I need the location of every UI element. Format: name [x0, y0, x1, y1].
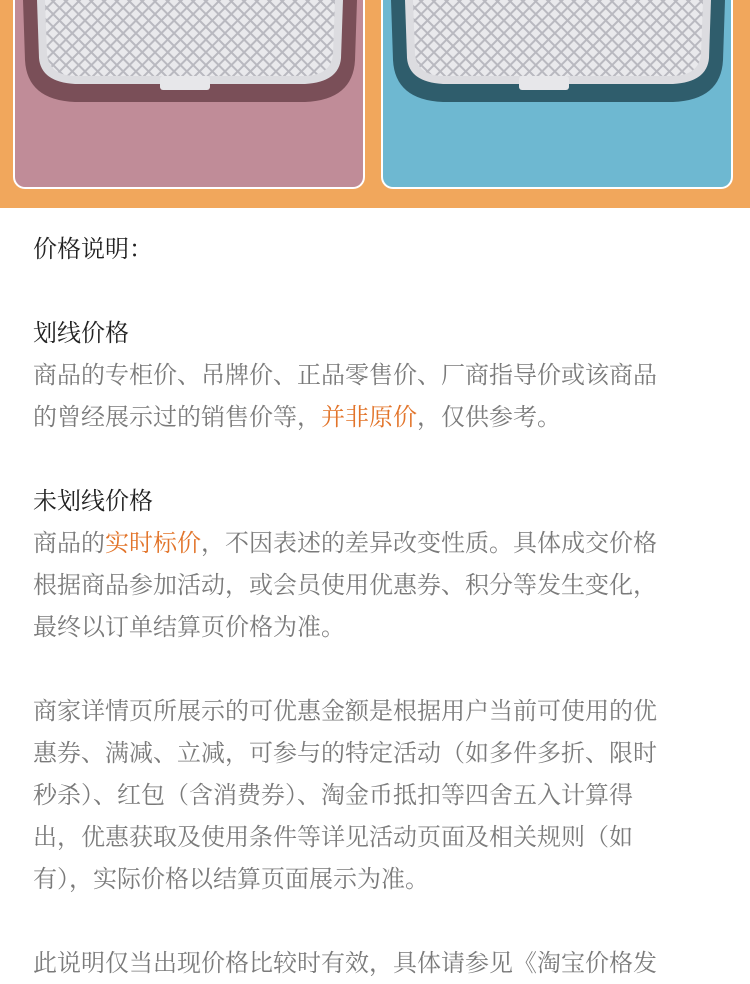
crossed-price-heading: 划线价格: [33, 319, 129, 347]
footer-note-partial: 此说明仅当出现价格比较时有效，具体请参见《淘宝价格发: [33, 949, 657, 977]
not-original-price-highlight: 并非原价: [321, 403, 417, 431]
price-info-title: 价格说明：: [33, 235, 153, 263]
uncrossed-price-text-line: 最终以订单结算页价格为准。: [33, 613, 345, 641]
realtime-price-highlight: 实时标价: [105, 529, 201, 557]
litter-tray-mauve-icon: [15, 0, 365, 189]
litter-tray-teal-icon: [383, 0, 733, 189]
price-info-section: [33, 228, 723, 984]
uncrossed-price-heading: 未划线价格: [33, 487, 153, 515]
discount-text-line: 商家详情页所展示的可优惠金额是根据用户当前可使用的优: [33, 697, 657, 725]
product-image-banner: [0, 0, 750, 208]
crossed-price-text-line: 商品的专柜价、吊牌价、正品零售价、厂商指导价或该商品: [33, 361, 657, 389]
discount-text-line: 有），实际价格以结算页面展示为准。: [33, 865, 429, 893]
discount-text-line: 惠券、满减、立减，可参与的特定活动（如多件多折、限时: [33, 739, 657, 767]
crossed-price-text-line: 的曾经展示过的销售价等，并非原价，仅供参考。: [33, 403, 561, 431]
product-image-mauve[interactable]: [13, 0, 365, 189]
uncrossed-price-text-line: 商品的实时标价，不因表述的差异改变性质。具体成交价格: [33, 529, 657, 557]
product-image-teal[interactable]: [381, 0, 733, 189]
uncrossed-price-text-line: 根据商品参加活动，或会员使用优惠券、积分等发生变化，: [33, 571, 657, 599]
discount-text-line: 出，优惠获取及使用条件等详见活动页面及相关规则（如: [33, 823, 633, 851]
discount-text-line: 秒杀）、红包（含消费券）、淘金币抵扣等四舍五入计算得: [33, 781, 633, 809]
